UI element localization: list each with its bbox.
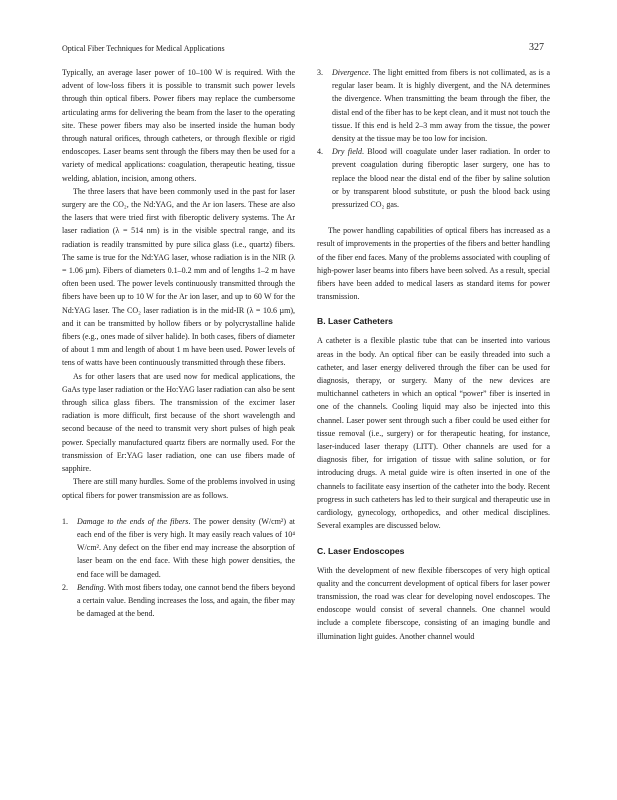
- paragraph: As for other lasers that are used now for medical applications, the GaAs type laser radiation or the Ho:YAG laser radiation can also be sent through silica glass fibers. The transmission of the excimer laser radiation is more difficult, first because of the short wavelength and second because of the need to transmit very short pulses of high peak power. Specially manufactured quartz fibers are normally used. For the transmission of Er:YAG laser radiation, one can use fibers made of sapphire.: [62, 371, 295, 474]
- left-column: [62, 66, 295, 620]
- paragraph: The power handling capabilities of optical fibers has increased as a result of improvements in the properties of the fibers and better handling of the fiber end faces. Many of the problems associated with coupling of high-power laser beams into fibers have been solved. As a result, special fibers have been added to medical lasers as standard items for power transmission.: [317, 226, 550, 302]
- section-heading: C. Laser Endoscopes: [317, 545, 405, 556]
- paragraph: The three lasers that have been commonly used in the past for laser surgery are the CO₂, the Nd:YAG, and the Ar ion lasers. These are also the lasers that were tried first with fiberoptic delivery systems. The Ar laser radiation (λ = 514 nm) is in the visible spectral range, and its radiation is readily transmitted by pure silica glass (i.e., quartz) fibers. The same is true for the Nd:YAG laser, whose radiation is in the NIR (λ = 1.06 µm). Fibers of diameters 0.1–0.2 mm and of lengths 1–2 m have often been used. The power levels continuously transmitted through the fibers have been up to 10 W for the Ar ion laser, and up to 60 W for the Nd:YAG laser. The CO₂ laser radiation is in the mid-IR (λ = 10.6 µm), and it can be transmitted by hollow fibers or by polycrystalline halide fibers (e.g., ones made of silver halide). In both cases, fibers of diameter of about 1 mm and length of about 1 m have been used. Power levels of tens of watts have been continuously transmitted through these fibers.: [62, 186, 295, 368]
- list-item: 1. Damage to the ends of the fibers. The power density (W/cm²) at each end of the fiber is very high. It may easily reach values of 10⁴ W/cm². Any defect on the fiber end may increase the absorption of laser beam on the end face. With these high power densities, the end face will be damaged.: [62, 516, 295, 579]
- list-item: 2. Bending. With most fibers today, one cannot bend the fibers beyond a certain value. Bending increases the loss, and again, the fiber may be damaged at the bend.: [62, 582, 295, 619]
- paragraph: There are still many hurdles. Some of the problems involved in using optical fibers for power transmission are as follows.: [62, 477, 295, 500]
- running-title: Optical Fiber Techniques for Medical Applications: [62, 44, 225, 53]
- list-item: 4. Dry field. Blood will coagulate under laser radiation. In order to prevent coagulation during fiberoptic laser surgery, one has to replace the blood near the distal end of the fiber by saline solution or by transparent blood substitute, or push the blood back using pressurized CO₂ gas.: [317, 147, 550, 210]
- page-number: 327: [529, 42, 544, 53]
- paragraph: Typically, an average laser power of 10–100 W is required. With the advent of low-loss fibers it is possible to transmit such power levels through thin optical fibers. Power fibers may replace the cumbersome articulating arms for delivering the beam from the laser to the operating site. These power fibers may also be inserted inside the human body through natural orifices, through catheters, or through flexible or rigid endoscopes. Laser beams sent through the fibers may then be used for a variety of medical applications: coagulation, therapeutic heating, tissue welding, ablation, incision, among others.: [62, 68, 295, 183]
- paragraph: With the development of new flexible fiberscopes of very high optical quality and the concurrent development of optical fibers for laser power transmission, the road was clear for developing novel endoscopes. The endoscope would consist of several channels. One channel would include a complete fiberscope, consisting of an imaging bundle and illumination light guides. Another channel would: [317, 565, 550, 641]
- section-heading: B. Laser Catheters: [317, 316, 393, 327]
- right-column: [317, 66, 550, 643]
- list-item: 3. Divergence. The light emitted from fibers is not collimated, as is a regular laser beam. It is highly divergent, and the NA determines the divergence. When transmitting the beam through the fiber, the distal end of the fiber has to be kept clean, and it must not touch the tissue. If this end is held 2–3 mm away from the tissue, the power density at the tissue may be too low for incision.: [317, 68, 550, 144]
- paragraph: A catheter is a flexible plastic tube that can be inserted into various areas in the body. An optical fiber can be easily threaded into such a catheter, and laser energy delivered through the fiber can be used for diagnosis, therapy, or surgery. Many of the new devices are multichannel catheters in which an optical “power” fiber is inserted in one of the channels. Cooling liquid may also be injected into this channel. Laser power sent through such a fiber could be used either for tissue removal (i.e., surgery) or for therapeutic heating, for instance, laser-induced laser therapy (LITT). Other channels are used for a diagnosis fiber, for irrigation of tissue with saline solution, or for introducing drugs. A metal guide wire is often inserted in one of the channels to facilitate easy insertion of the catheter into the body. Recent progress in such catheters has led to their surgical and therapeutic use in cardiology, gynecology, orthopedics, and other medical disciplines. Several examples are discussed below.: [317, 336, 550, 531]
